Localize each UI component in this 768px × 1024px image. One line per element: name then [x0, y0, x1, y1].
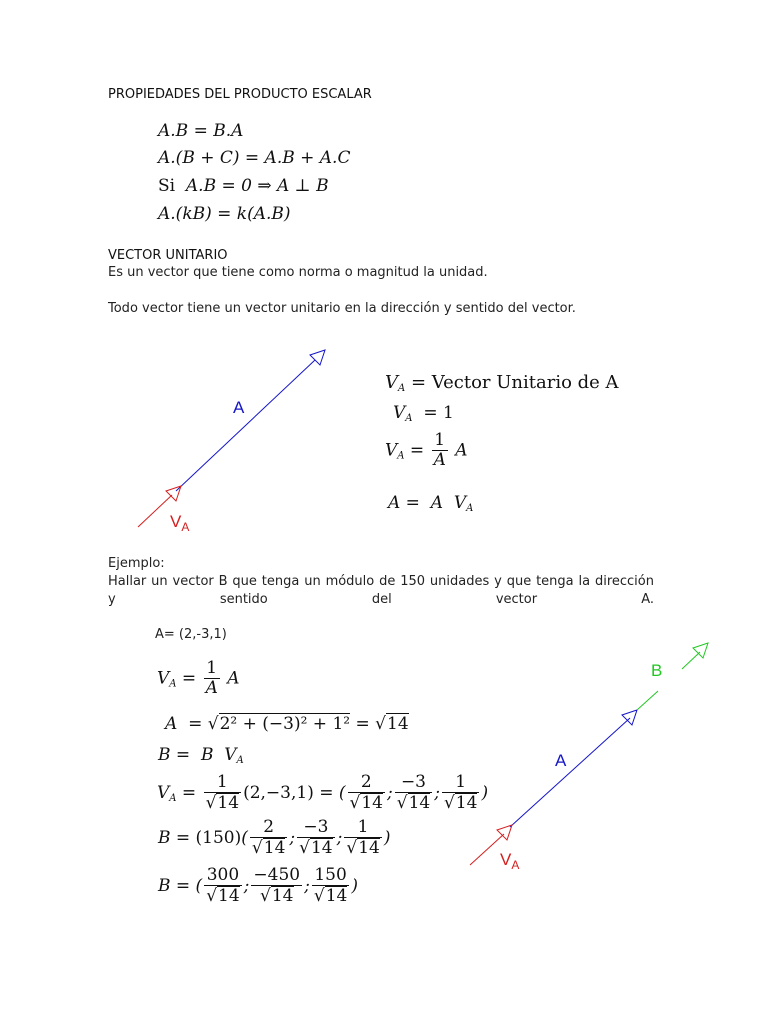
si-word: Si [158, 176, 176, 196]
vector-b-extension [637, 691, 658, 710]
label-va-sub: A [181, 520, 190, 534]
orthogonal-expression: A.B = 0 ⇒ A ⊥ B [185, 176, 329, 196]
unit-vector-formula-product: A = A $V_A$ [388, 493, 474, 514]
fraction-numerator: 1 [434, 430, 446, 450]
vector-va-line [470, 834, 504, 865]
norm-value: 1 [442, 403, 454, 423]
unit-vector-formula-norm: $V_A = 1$ [393, 403, 454, 424]
unit-vector-formula-def: $V_A$ = Vector Unitario de A [385, 372, 619, 394]
vector-b-line [682, 652, 700, 669]
example-title: Ejemplo: [108, 556, 165, 571]
label-b: B [651, 661, 663, 680]
b-scalar: (150) [195, 828, 242, 849]
property-commutative: A.B = B.A [158, 121, 244, 141]
label-va-sub: A [511, 858, 520, 872]
fraction-denominator: A [433, 449, 446, 470]
unit-vector-formula-fraction: $V_A$ = $\frac{1}{A}$ A [385, 430, 468, 470]
given-vector-a: A= (2,-3,1) [155, 627, 227, 642]
example-formula-b-final: B = ( $\frac{300}{√14}$ ; $\frac{-450}{√14}$ ; $\frac{150}{√14}$ ) [158, 865, 358, 906]
unit-vector-definition: Es un vector que tiene como norma o magnitud la unidad. [108, 265, 488, 280]
label-va-v: V [500, 850, 512, 869]
vector-va-line [138, 495, 172, 527]
vector-a-line [176, 360, 315, 491]
property-scalar-multiple: A.(kB) = k(A.B) [158, 204, 291, 224]
example-formula-b-scaled: B = (150)( $\frac{2}{√14}$ ; $\frac{-3}{√14}$ ; $\frac{1}{√14}$ ) [158, 817, 391, 858]
example-vector-diagram [460, 630, 720, 880]
example-formula-va-components: $V_A$ = $\frac{1}{√14}$ (2,−3,1) = ( $\frac{2}{√14}$ ; $\frac{-3}{√14}$ ; $\frac{1}{√14}$ ) [157, 772, 489, 813]
unit-vector-statement: Todo vector tiene un vector unitario en la dirección y sentido del vector. [108, 301, 576, 316]
example-formula-unit: $V_A$ = $\frac{1}{A}$ A [157, 658, 240, 698]
vector-a-line [510, 718, 630, 827]
va-vector: (2,−3,1) [243, 783, 314, 804]
section-heading-vector-unitario: VECTOR UNITARIO [108, 248, 228, 263]
property-distributive: A.(B + C) = A.B + A.C [158, 148, 351, 168]
label-va [170, 512, 189, 534]
example-formula-norm: A = √2² + (−3)² + 1² = √14 [165, 714, 409, 734]
label-a: A [233, 398, 245, 417]
property-orthogonal [158, 176, 329, 196]
label-a: A [555, 751, 567, 770]
vector-b-arrowhead [693, 643, 708, 658]
norm-radicand: 2² + (−3)² + 1² [219, 714, 351, 734]
section-heading-producto-escalar: PROPIEDADES DEL PRODUCTO ESCALAR [108, 87, 372, 102]
label-va-v: V [170, 512, 182, 531]
unit-vector-diagram [120, 340, 350, 540]
example-formula-b: B = B $V_A$ [158, 745, 244, 766]
label-va [500, 850, 519, 872]
example-statement: Hallar un vector B que tenga un módulo de 150 unidades y que tenga la dirección y sentido del vector A. [108, 574, 654, 607]
def-text: Vector Unitario de A [431, 372, 619, 393]
norm-result: 14 [387, 714, 409, 734]
